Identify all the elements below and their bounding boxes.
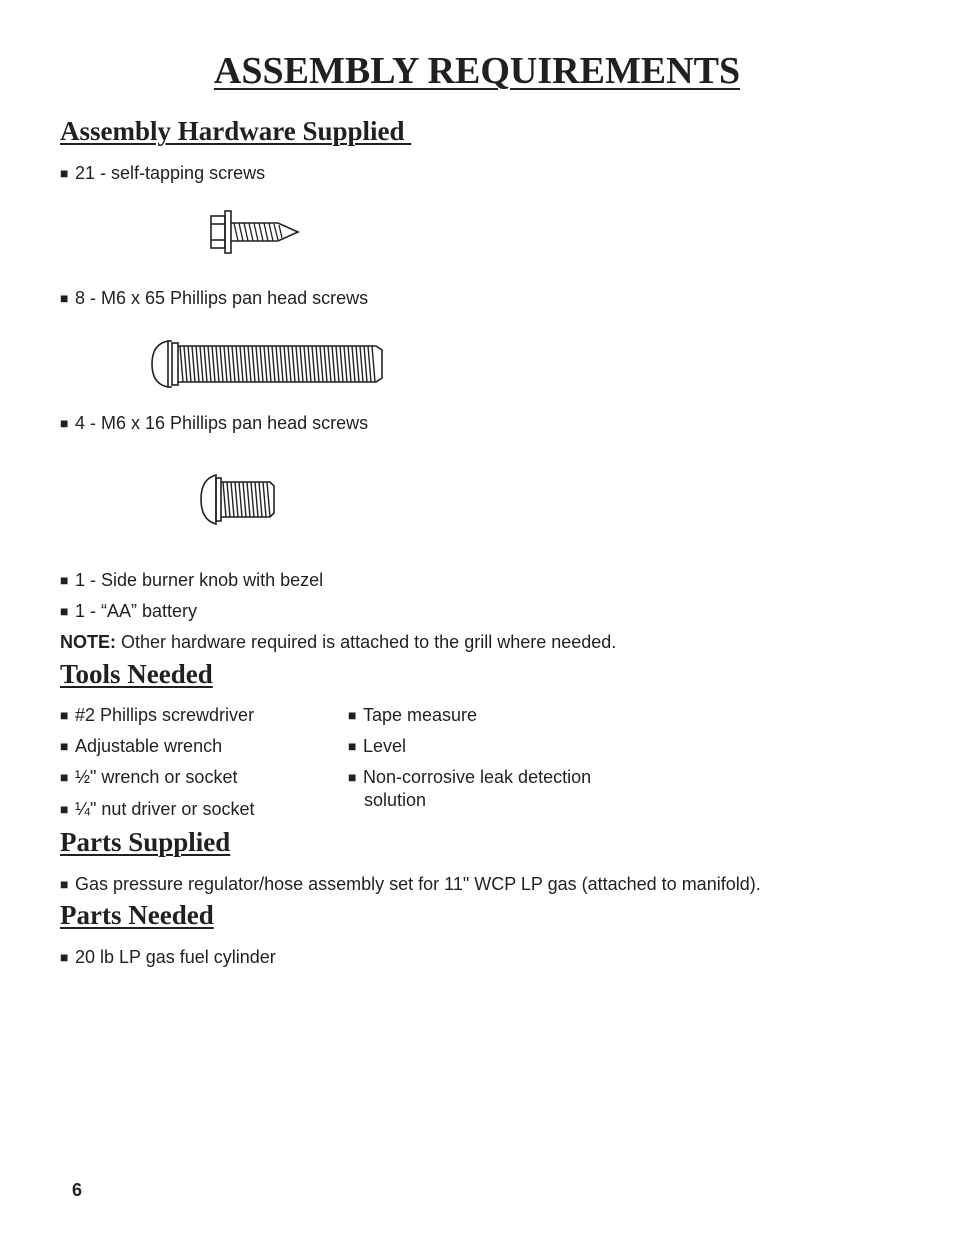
bullet-icon: ■ [60,769,69,785]
screw-thread-line [256,346,259,382]
list-item [60,766,237,789]
pan-head-screw-long-icon [150,338,388,390]
screw-thread-line [368,346,371,382]
list-item [60,798,254,821]
hardware-item-side-burner-knob: 1 - Side burner knob with bezel [75,570,324,590]
note-text: Other hardware required is attached to the grill where needed. [116,632,617,652]
screw-thread-line [268,346,271,382]
screw-thread-line [280,346,283,382]
screw-thread-line [240,346,243,382]
parts-supplied-heading: Parts Supplied [60,827,231,857]
screw-thread-line [340,346,343,382]
screw-thread-line [220,346,223,382]
screw-thread-line [360,346,363,382]
tool-leak-detection-solution-continued: solution [364,790,427,810]
screw-thread-line [364,346,367,382]
part-regulator-hose-assembly: Gas pressure regulator/hose assembly set for 11" WCP LP gas (attached to manifold). [75,874,761,894]
list-item [60,735,222,758]
screw-thread-line [312,346,315,382]
screw-thread-line [216,346,219,382]
screw-thread-line [200,346,203,382]
list-item [348,704,477,727]
screw-thread-line [188,346,191,382]
hardware-item-m6x65-screws: 8 - M6 x 65 Phillips pan head screws [75,288,369,308]
screw-thread-line [288,346,291,382]
screw-thread-line [260,346,263,382]
list-item [60,412,368,435]
screw-thread-line [328,346,331,382]
self-tapping-screw-icon [208,208,303,258]
screw-thread-line [332,346,335,382]
bullet-icon: ■ [60,165,69,181]
list-item [348,735,406,758]
bullet-icon: ■ [60,738,69,754]
tool-leak-detection-solution: Non-corrosive leak detection [363,767,592,787]
screw-thread-line [296,346,299,382]
screw-thread-line [300,346,303,382]
screw-thread-line [304,346,307,382]
bullet-icon: ■ [60,572,69,588]
bullet-icon: ■ [60,949,69,965]
hardware-heading: Assembly Hardware Supplied [60,116,412,146]
parts-needed-heading: Parts Needed [60,900,214,930]
tool-half-inch-wrench: ½" wrench or socket [75,767,238,787]
screw-thread-line [336,346,339,382]
tools-heading: Tools Needed [60,659,213,689]
list-item [348,766,591,789]
bullet-icon: ■ [60,801,69,817]
page-number: 6 [72,1180,83,1200]
hardware-note [60,631,616,654]
screw-thread-line [248,346,251,382]
hardware-item-m6x16-screws: 4 - M6 x 16 Phillips pan head screws [75,413,369,433]
screw-thread-line [259,482,262,517]
screw-thread-line [192,346,195,382]
screw-thread-line [244,346,247,382]
screw-thread-line [184,346,187,382]
screw-thread-line [320,346,323,382]
bullet-icon: ■ [60,603,69,619]
tool-quarter-inch-nut-driver: ¼" nut driver or socket [75,799,255,819]
screw-thread-line [252,346,255,382]
screw-thread-line [239,482,242,517]
bullet-icon: ■ [60,415,69,431]
screw-thread-line [208,346,211,382]
screw-thread-line [292,346,295,382]
screw-thread-line [284,346,287,382]
list-item [60,704,254,727]
screw-thread-line [267,482,270,517]
screw-thread-line [236,346,239,382]
screw-thread-line [272,346,275,382]
list-item [60,946,276,969]
screw-thread-line [276,346,279,382]
screw-thread-line [247,482,250,517]
page-title: ASSEMBLY REQUIREMENTS [213,50,741,92]
tool-tape-measure: Tape measure [363,705,478,725]
screw-thread-line [316,346,319,382]
list-item [60,873,761,896]
note-label: NOTE: [60,632,116,652]
list-item [60,569,323,592]
screw-thread-line [232,346,235,382]
screw-thread-line [324,346,327,382]
bullet-icon: ■ [348,707,357,723]
screw-thread-line [224,346,227,382]
pan-head-screw-short-icon [200,472,280,527]
bullet-icon: ■ [348,769,357,785]
screw-thread-line [231,482,234,517]
tool-phillips-screwdriver: #2 Phillips screwdriver [75,705,255,725]
screw-thread-line [308,346,311,382]
tool-adjustable-wrench: Adjustable wrench [75,736,223,756]
screw-thread-line [372,346,375,382]
screw-thread-line [348,346,351,382]
screw-thread-line [264,346,267,382]
screw-thread-line [251,482,254,517]
screw-thread-line [243,482,246,517]
screw-thread-line [196,346,199,382]
screw-thread-line [228,346,231,382]
part-lp-gas-cylinder: 20 lb LP gas fuel cylinder [75,947,276,967]
screw-thread-line [344,346,347,382]
bullet-icon: ■ [60,876,69,892]
bullet-icon: ■ [60,707,69,723]
bullet-icon: ■ [60,290,69,306]
screw-thread-line [263,482,266,517]
bullet-icon: ■ [348,738,357,754]
screw-thread-line [204,346,207,382]
screw-thread-line [212,346,215,382]
screw-thread-line [180,346,183,382]
hardware-item-self-tapping-screws: 21 - self-tapping screws [75,163,266,183]
screw-thread-line [255,482,258,517]
screw-thread-line [223,482,226,517]
list-item [60,600,197,623]
screw-thread-line [356,346,359,382]
list-item [60,287,368,310]
hardware-item-battery: 1 - “AA” battery [75,601,198,621]
list-item [60,162,265,185]
screw-thread-line [352,346,355,382]
tool-level: Level [363,736,407,756]
screw-thread-line [235,482,238,517]
screw-thread-line [227,482,230,517]
